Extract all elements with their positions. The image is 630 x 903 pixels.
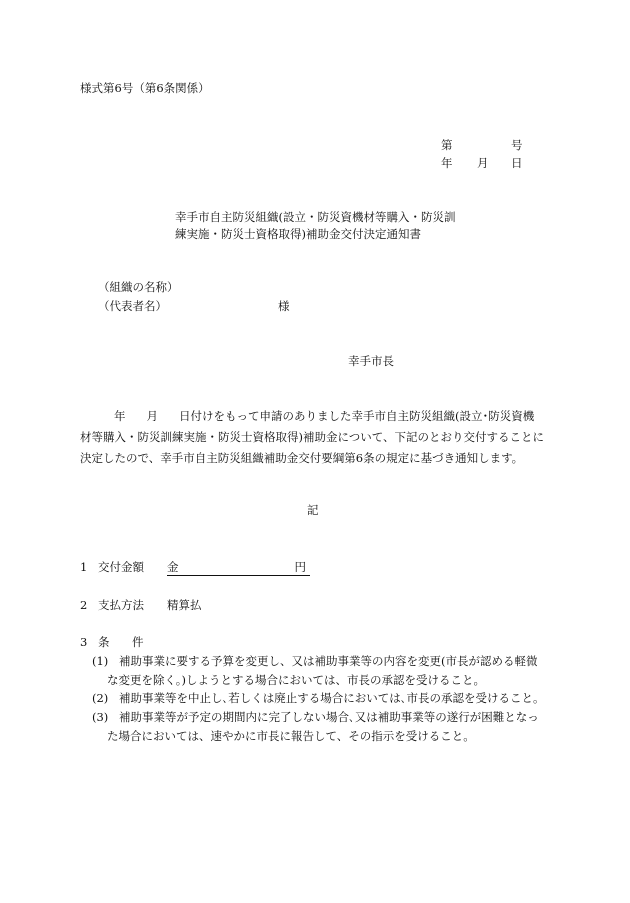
body-nen: 年 xyxy=(114,409,126,423)
item1-num: 1 xyxy=(80,560,88,574)
item2-label: 支払方法 xyxy=(98,598,144,612)
condition-3-num: (3) xyxy=(92,710,109,724)
body-line-1-rest: 日付けをもって申請のありました幸手市自主防災組織(設立･防災資機 xyxy=(179,409,535,423)
org-name-label: （組織の名称） xyxy=(98,280,179,294)
date-tsuki: 月 xyxy=(477,156,489,170)
condition-3-line-1: 補助事業等が予定の期間内に完了しない場合､又は補助事業等の遂行が困難となっ xyxy=(119,710,539,724)
item1-label: 交付金額 xyxy=(98,560,144,574)
ki-heading: 記 xyxy=(307,503,319,517)
honorific-sama: 様 xyxy=(278,299,290,313)
ref-go: 号 xyxy=(511,138,523,152)
item3-label-a: 条 xyxy=(98,635,110,649)
item3-label-b: 件 xyxy=(132,635,144,649)
issuer-mayor: 幸手市長 xyxy=(348,354,394,368)
body-tsuki: 月 xyxy=(146,409,158,423)
ref-dai: 第 xyxy=(441,138,453,152)
body-line-2: 材等購入・防災訓練実施・防災士資格取得)補助金について、下記のとおり交付することに xyxy=(80,430,545,444)
grant-amount-field xyxy=(167,559,310,576)
amount-kin: 金 xyxy=(167,560,179,574)
condition-2-line-1: 補助事業等を中止し､若しくは廃止する場合においては､市長の承認を受けること。 xyxy=(119,691,545,705)
item3-num: 3 xyxy=(80,635,88,649)
body-line-3: 決定したので、幸手市自主防災組織補助金交付要綱第6条の規定に基づき通知します。 xyxy=(80,451,524,465)
body-line-1 xyxy=(80,406,534,427)
date-nen: 年 xyxy=(441,156,453,170)
condition-1-line-1: 補助事業に要する予算を変更し、又は補助事業等の内容を変更(市長が認める軽微 xyxy=(119,654,538,668)
item2-value: 精算払 xyxy=(167,598,202,612)
form-label: 様式第6号（第6条関係） xyxy=(80,81,210,95)
date-hi: 日 xyxy=(511,156,523,170)
amount-underline xyxy=(167,559,310,576)
condition-1-num: (1) xyxy=(92,654,109,668)
amount-en: 円 xyxy=(294,560,306,574)
condition-3-line-2: た場合においては、速やかに市長に報告して、その指示を受けること。 xyxy=(107,729,475,743)
title-line-1: 幸手市自主防災組織(設立・防災資機材等購入・防災訓 xyxy=(175,210,456,224)
condition-2-num: (2) xyxy=(92,691,109,705)
representative-label: （代表者名） xyxy=(98,299,167,313)
condition-1-line-2: な変更を除く。)しようとする場合においては、市長の承認を受けること。 xyxy=(107,673,486,687)
title-line-2: 練実施・防災士資格取得)補助金交付決定通知書 xyxy=(175,227,421,241)
item2-num: 2 xyxy=(80,598,88,612)
